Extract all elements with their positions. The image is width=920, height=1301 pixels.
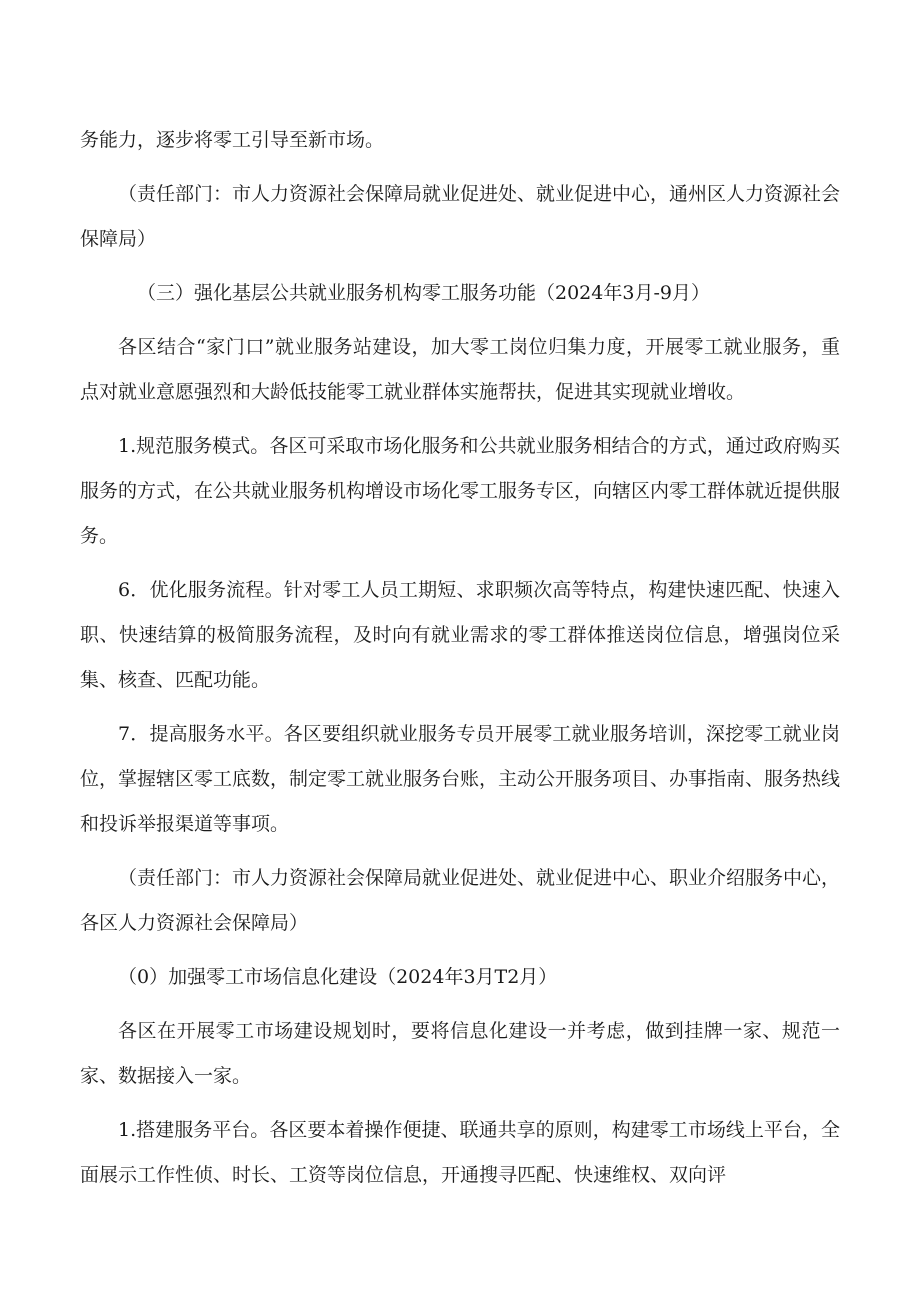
section-heading-4: （0）加强零工市场信息化建设（2024年3月T2月） bbox=[118, 966, 558, 988]
paragraph-item-6: 6．优化服务流程。针对零工人员工期短、求职频次高等特点，构建快速匹配、快速入职、快速结算的极简服务流程，及时向有就业需求的零工群体推送岗位信息，增强岗位采集、核查、匹配功能。 bbox=[80, 579, 840, 691]
paragraph-item-7: 7．提高服务水平。各区要组织就业服务专员开展零工就业服务培训，深挖零工就业岗位，掌握辖区零工底数，制定零工就业服务台账，主动公开服务项目、办事指南、服务热线和投诉举报渠道等事项。 bbox=[80, 723, 841, 835]
paragraph-item-platform: 1.搭建服务平台。各区要本着操作便捷、联通共享的原则，构建零工市场线上平台，全面展示工作性侦、时长、工资等岗位信息，开通搜寻匹配、快速维权、双向评 bbox=[80, 1119, 840, 1186]
document-page bbox=[80, 118, 840, 1198]
paragraph-item-1: 1.规范服务模式。各区可采取市场化服务和公共就业服务相结合的方式，通过政府购买服务的方式，在公共就业服务机构增设市场化零工服务专区，向辖区内零工群体就近提供服务。 bbox=[80, 435, 841, 547]
paragraph-section-4-intro: 各区在开展零工市场建设规划时，要将信息化建设一并考虑，做到挂牌一家、规范一家、数据接入一家。 bbox=[80, 1020, 840, 1087]
paragraph-responsible-dept-1: （责任部门：市人力资源社会保障局就业促进处、就业促进中心，通州区人力资源社会保障局） bbox=[80, 183, 841, 250]
paragraph-responsible-dept-2: （责任部门：市人力资源社会保障局就业促进处、就业促进中心、职业介绍服务中心，各区人力资源社会保障局） bbox=[80, 867, 841, 934]
paragraph-continuation: 务能力，逐步将零工引导至新市场。 bbox=[80, 129, 385, 151]
section-heading-3: （三）强化基层公共就业服务机构零工服务功能（2024年3月-9月） bbox=[137, 282, 710, 304]
paragraph-section-3-intro: 各区结合“家门口”就业服务站建设，加大零工岗位归集力度，开展零工就业服务，重点对就业意愿强烈和大龄低技能零工就业群体实施帮扶，促进其实现就业增收。 bbox=[80, 336, 840, 403]
